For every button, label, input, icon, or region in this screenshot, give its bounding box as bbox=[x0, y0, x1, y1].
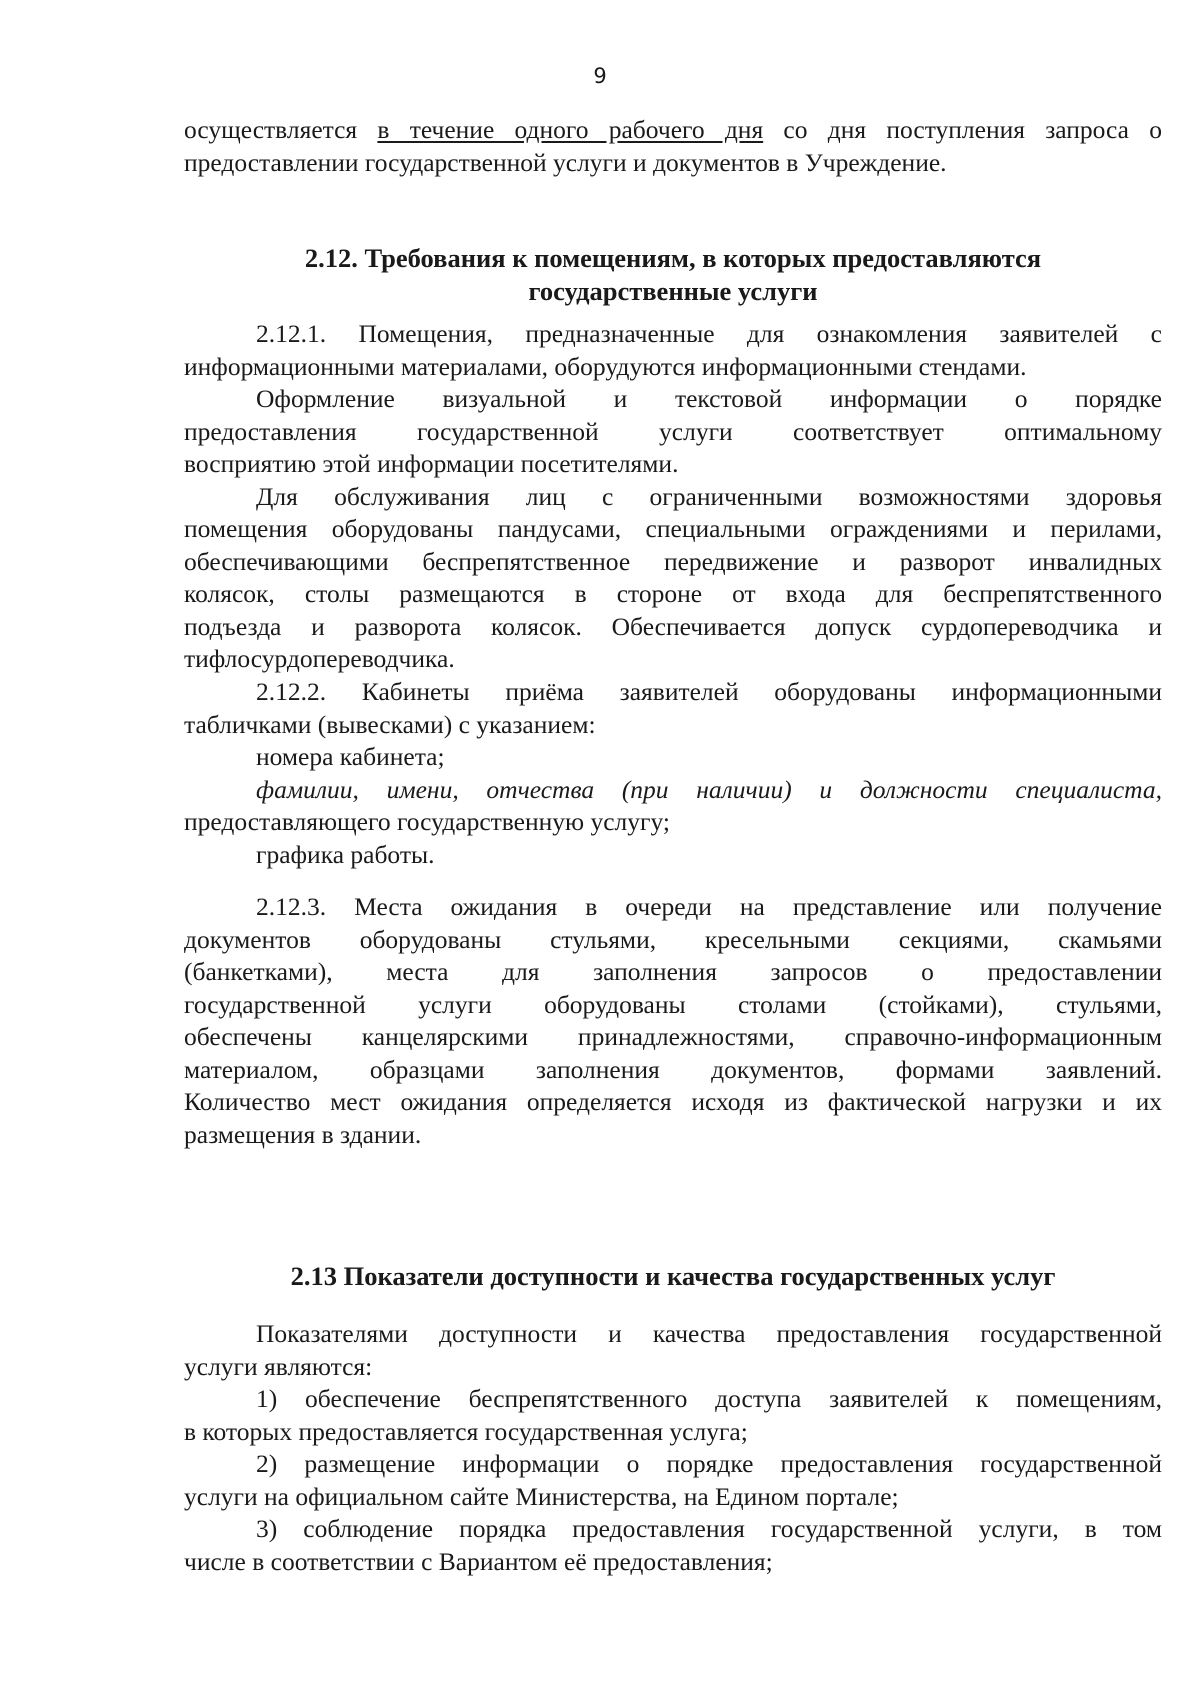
text-line: Показателями доступности и качества предоставления государственной bbox=[256, 1319, 1162, 1348]
section-2-13-heading bbox=[184, 1260, 1162, 1293]
text-line: осуществляется в течение одного рабочего дня со дня поступления запроса о bbox=[184, 115, 1163, 144]
text-line: Оформление визуальной и текстовой информации о порядке bbox=[256, 384, 1162, 413]
heading-line: 2.13 Показатели доступности и качества государственных услуг bbox=[290, 1261, 1056, 1291]
text-line: восприятию этой информации посетителями. bbox=[184, 449, 679, 478]
text-line: предоставлении государственной услуги и документов в Учреждение. bbox=[184, 147, 947, 177]
text-line: табличками (вывесками) с указанием: bbox=[184, 709, 596, 739]
text-line: документов оборудованы стульями, кресельными секциями, скамьями bbox=[184, 924, 1162, 954]
text-line: колясок, столы размещаются в стороне от входа для беспрепятственного bbox=[184, 579, 1162, 608]
text-line: государственной услуги оборудованы столами (стойками), стульями, bbox=[184, 989, 1162, 1019]
page-number: 9 bbox=[593, 64, 607, 88]
text-line: услуги являются: bbox=[184, 1351, 373, 1381]
text-line: подъезда и разворота колясок. Обеспечивается допуск сурдопереводчика и bbox=[184, 611, 1162, 641]
text-line: тифлосурдопереводчика. bbox=[184, 644, 455, 673]
paragraph-2-12-2 bbox=[184, 676, 1162, 871]
underlined-phrase: в течение одного рабочего дня bbox=[377, 115, 764, 144]
list-item: 3) соблюдение порядка предоставления государственной услуги, в том bbox=[256, 1514, 1162, 1543]
heading-line: государственные услуги bbox=[528, 275, 818, 306]
text-line: услуги на официальном сайте Министерства, на Едином портале; bbox=[184, 1481, 899, 1511]
text-line: материалом, образцами заполнения документов, формами заявлений. bbox=[184, 1054, 1162, 1084]
paragraph-2-12-1 bbox=[184, 318, 1162, 676]
text-line: обеспечены канцелярскими принадлежностями, справочно-информационным bbox=[184, 1022, 1162, 1051]
list-item: 2) размещение информации о порядке предоставления государственной bbox=[256, 1449, 1162, 1478]
text-line: (банкетками), места для заполнения запросов о предоставлении bbox=[184, 957, 1162, 986]
text-line: 2.12.3. Места ожидания в очереди на представление или получение bbox=[256, 892, 1162, 921]
paragraph-2-13 bbox=[184, 1318, 1162, 1578]
section-2-12-heading bbox=[184, 242, 1162, 307]
text-line: помещения оборудованы пандусами, специальными ограждениями и перилами, bbox=[184, 514, 1162, 543]
list-item: 1) обеспечение беспрепятственного доступа заявителей к помещениям, bbox=[256, 1384, 1162, 1413]
text-line: числе в соответствии с Вариантом её предоставления; bbox=[184, 1546, 773, 1576]
text-line: 2.12.2. Кабинеты приёма заявителей оборудованы информационными bbox=[256, 677, 1162, 706]
text-line: обеспечивающими беспрепятственное передвижение и разворот инвалидных bbox=[184, 546, 1162, 576]
text-line: графика работы. bbox=[256, 839, 435, 869]
heading-line: 2.12. Требования к помещениям, в которых предоставляются bbox=[304, 243, 1042, 273]
text-line: фамилии, имени, отчества (при наличии) и должности специалиста, bbox=[256, 774, 1162, 804]
intro-paragraph bbox=[184, 114, 1162, 179]
text-line: информационными материалами, оборудуются информационными стендами. bbox=[184, 351, 1027, 381]
text-line: размещения в здании. bbox=[184, 1119, 422, 1149]
text-line: предоставляющего государственную услугу; bbox=[184, 807, 670, 836]
text-line: в которых предоставляется государственная услуга; bbox=[184, 1416, 748, 1446]
text-line: 2.12.1. Помещения, предназначенные для ознакомления заявителей с bbox=[256, 319, 1162, 348]
text-line: предоставления государственной услуги соответствует оптимальному bbox=[184, 416, 1162, 446]
text-line: номера кабинета; bbox=[256, 742, 445, 771]
text-line: Количество мест ожидания определяется исходя из фактической нагрузки и их bbox=[184, 1087, 1162, 1116]
paragraph-2-12-3 bbox=[184, 891, 1162, 1151]
text-line: Для обслуживания лиц с ограниченными возможностями здоровья bbox=[256, 481, 1162, 511]
